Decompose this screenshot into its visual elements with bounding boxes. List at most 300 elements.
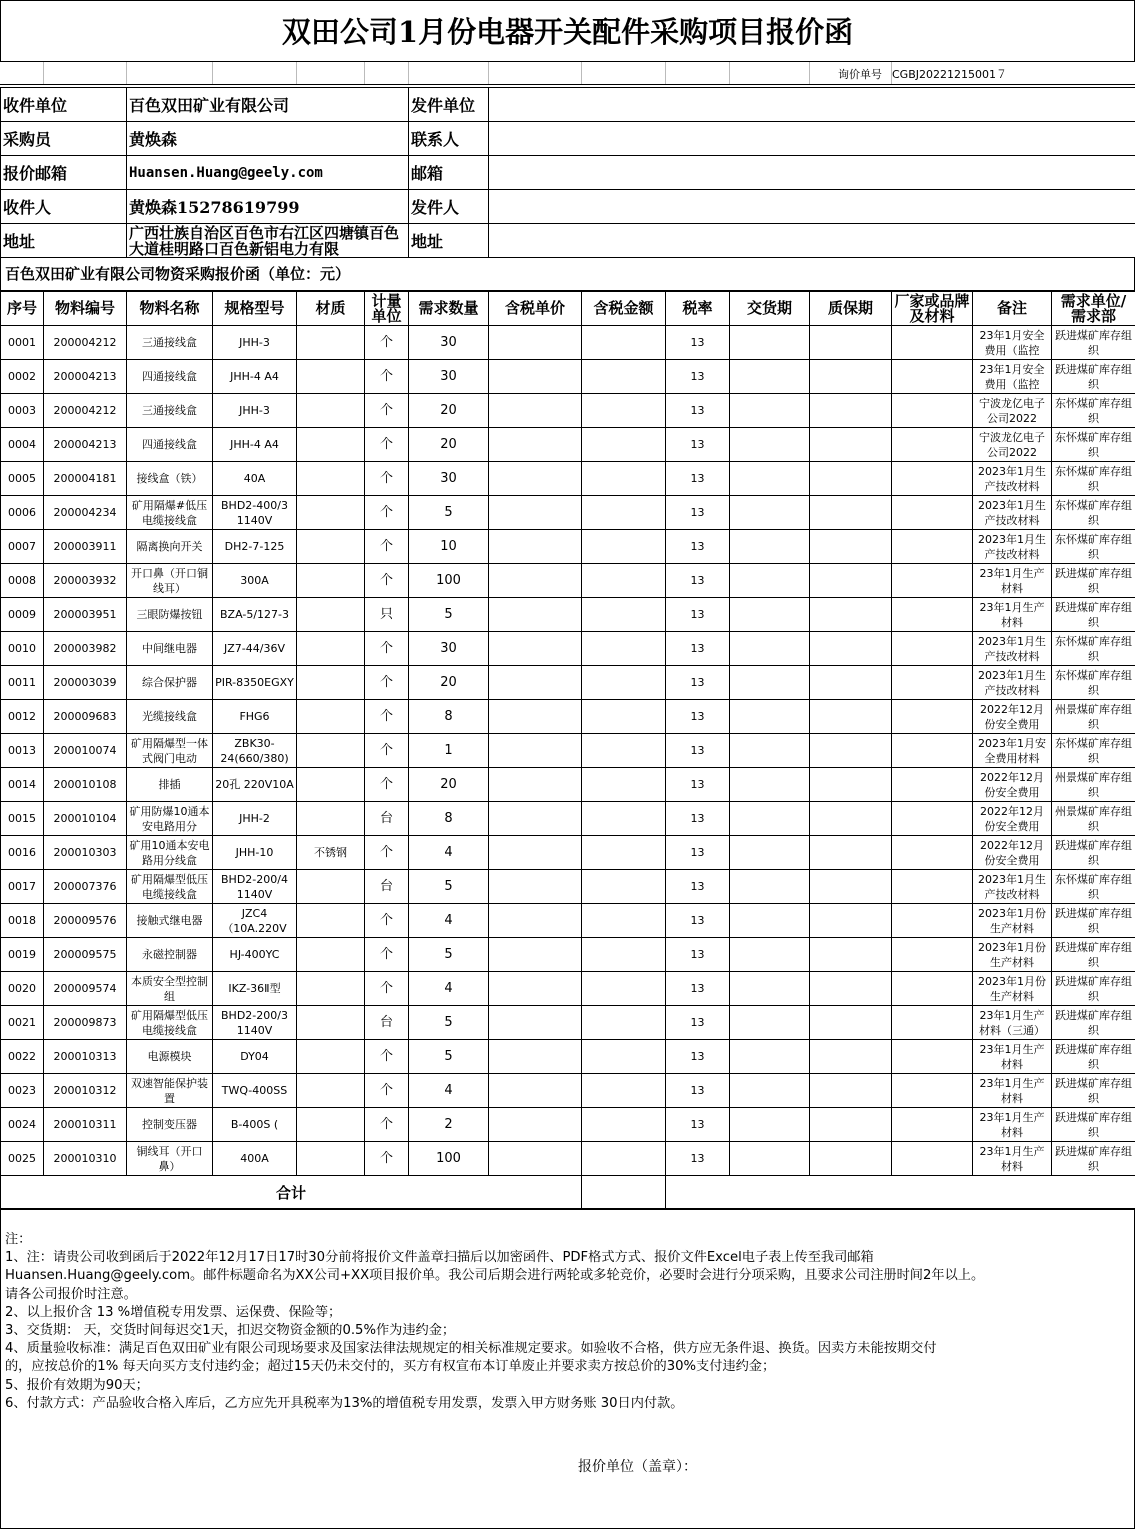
spec-model: JHH-2 <box>213 802 297 836</box>
tax-rate: 13 <box>666 394 730 428</box>
unit-price-input[interactable] <box>489 768 582 802</box>
material-code: 200009576 <box>44 904 127 938</box>
brand-input[interactable] <box>892 904 973 938</box>
grid-line <box>364 62 365 84</box>
delivery-input[interactable] <box>730 938 810 972</box>
warranty-input[interactable] <box>810 734 892 768</box>
warranty-input[interactable] <box>810 564 892 598</box>
delivery-input[interactable] <box>730 462 810 496</box>
brand-input[interactable] <box>892 632 973 666</box>
amount-input[interactable] <box>582 360 666 394</box>
spec-model: BHD2-200/4 1140V <box>213 870 297 904</box>
items-table <box>0 291 1135 1176</box>
amount-input[interactable] <box>582 564 666 598</box>
unit-price-input[interactable] <box>489 802 582 836</box>
inquiry-number-label: 询价单号 <box>838 68 882 81</box>
delivery-input[interactable] <box>730 564 810 598</box>
unit-price-input[interactable] <box>489 564 582 598</box>
column-header: 质保期 <box>810 292 892 326</box>
unit: 台 <box>365 1006 409 1040</box>
brand-input[interactable] <box>892 1142 973 1176</box>
unit: 个 <box>365 768 409 802</box>
remark: 2023年1月生产技改材料 <box>973 530 1052 564</box>
brand-input[interactable] <box>892 428 973 462</box>
material-name: 矿用10通本安电路用分线盒 <box>127 836 213 870</box>
remark: 23年1月生产材料 <box>973 1040 1052 1074</box>
quantity: 30 <box>409 632 489 666</box>
unit: 个 <box>365 1108 409 1142</box>
delivery-input[interactable] <box>730 598 810 632</box>
delivery-input[interactable] <box>730 768 810 802</box>
unit-price-input[interactable] <box>489 428 582 462</box>
unit: 个 <box>365 632 409 666</box>
row-number: 0012 <box>1 700 44 734</box>
unit-price-input[interactable] <box>489 394 582 428</box>
warranty-input[interactable] <box>810 1006 892 1040</box>
brand-input[interactable] <box>892 564 973 598</box>
unit: 个 <box>365 734 409 768</box>
amount-input[interactable] <box>582 598 666 632</box>
amount-input[interactable] <box>582 734 666 768</box>
material-type <box>297 972 365 1006</box>
tax-rate: 13 <box>666 1006 730 1040</box>
delivery-input[interactable] <box>730 496 810 530</box>
table-row <box>1 632 1135 666</box>
grid-line <box>729 62 730 84</box>
unit: 个 <box>365 530 409 564</box>
note-line: 请各公司报价时注意。 <box>5 1286 137 1302</box>
unit-price-input[interactable] <box>489 938 582 972</box>
column-header: 需求数量 <box>409 292 489 326</box>
spec-model: DY04 <box>213 1040 297 1074</box>
brand-input[interactable] <box>892 598 973 632</box>
unit-price-input[interactable] <box>489 462 582 496</box>
spec-model: PIR-8350EGXY <box>213 666 297 700</box>
material-code: 200009574 <box>44 972 127 1006</box>
delivery-input[interactable] <box>730 666 810 700</box>
row-number: 0008 <box>1 564 44 598</box>
sender-unit-value[interactable] <box>489 88 1135 122</box>
address2-value[interactable] <box>489 224 1135 258</box>
brand-input[interactable] <box>892 734 973 768</box>
row-number: 0015 <box>1 802 44 836</box>
amount-input[interactable] <box>582 768 666 802</box>
delivery-input[interactable] <box>730 326 810 360</box>
material-name: 双速智能保护装置 <box>127 1074 213 1108</box>
buyer-value: 黄焕森 <box>127 122 409 156</box>
warranty-input[interactable] <box>810 632 892 666</box>
brand-input[interactable] <box>892 1040 973 1074</box>
brand-input[interactable] <box>892 666 973 700</box>
amount-input[interactable] <box>582 632 666 666</box>
unit-price-input[interactable] <box>489 360 582 394</box>
table-row <box>1 326 1135 360</box>
unit: 台 <box>365 870 409 904</box>
delivery-input[interactable] <box>730 700 810 734</box>
demand-unit: 东怀煤矿库存组织 <box>1052 394 1135 428</box>
table-header-row <box>1 292 1135 326</box>
unit: 个 <box>365 564 409 598</box>
unit-price-input[interactable] <box>489 734 582 768</box>
delivery-input[interactable] <box>730 428 810 462</box>
note-line: 3、交货期： 天，交货时间每迟交1天，扣迟交物资金额的0.5%作为违约金； <box>5 1323 456 1339</box>
quantity: 1 <box>409 734 489 768</box>
unit-price-input[interactable] <box>489 972 582 1006</box>
unit-price-input[interactable] <box>489 904 582 938</box>
demand-unit: 东怀煤矿库存组织 <box>1052 632 1135 666</box>
material-name: 三眼防爆按钮 <box>127 598 213 632</box>
table-row <box>1 938 1135 972</box>
spec-model: JHH-4 A4 <box>213 360 297 394</box>
tax-rate: 13 <box>666 428 730 462</box>
delivery-input[interactable] <box>730 734 810 768</box>
quantity: 5 <box>409 870 489 904</box>
warranty-input[interactable] <box>810 666 892 700</box>
section-title: 百色双田矿业有限公司物资采购报价函（单位：元） <box>0 257 1135 291</box>
remark: 2023年1月安全费用材料 <box>973 734 1052 768</box>
unit-price-input[interactable] <box>489 666 582 700</box>
total-table <box>0 1175 1135 1210</box>
amount-input[interactable] <box>582 1040 666 1074</box>
brand-input[interactable] <box>892 972 973 1006</box>
row-number: 0024 <box>1 1108 44 1142</box>
material-name: 电源模块 <box>127 1040 213 1074</box>
amount-input[interactable] <box>582 836 666 870</box>
unit-price-input[interactable] <box>489 1142 582 1176</box>
demand-unit: 东怀煤矿库存组织 <box>1052 734 1135 768</box>
spec-model: ZBK30-24(660/380) <box>213 734 297 768</box>
material-name: 隔离换向开关 <box>127 530 213 564</box>
delivery-input[interactable] <box>730 1074 810 1108</box>
demand-unit: 州景煤矿库存组织 <box>1052 802 1135 836</box>
material-type <box>297 1074 365 1108</box>
material-type <box>297 462 365 496</box>
column-header: 含税单价 <box>489 292 582 326</box>
material-code: 200003932 <box>44 564 127 598</box>
unit-price-input[interactable] <box>489 1006 582 1040</box>
amount-input[interactable] <box>582 802 666 836</box>
brand-input[interactable] <box>892 870 973 904</box>
material-name: 四通接线盒 <box>127 428 213 462</box>
delivery-input[interactable] <box>730 802 810 836</box>
table-row <box>1 598 1135 632</box>
spec-model: FHG6 <box>213 700 297 734</box>
amount-input[interactable] <box>582 1006 666 1040</box>
demand-unit: 东怀煤矿库存组织 <box>1052 530 1135 564</box>
amount-input[interactable] <box>582 496 666 530</box>
material-name: 四通接线盒 <box>127 360 213 394</box>
remark: 2023年1月份生产材料 <box>973 904 1052 938</box>
material-name: 铜线耳（开口鼻） <box>127 1142 213 1176</box>
material-type <box>297 870 365 904</box>
table-row <box>1 700 1135 734</box>
remark: 23年1月安全费用（监控 <box>973 326 1052 360</box>
info-row <box>1 224 1135 258</box>
remark: 23年1月生产材料 <box>973 1108 1052 1142</box>
row-number: 0019 <box>1 938 44 972</box>
unit-price-input[interactable] <box>489 496 582 530</box>
unit: 个 <box>365 904 409 938</box>
warranty-input[interactable] <box>810 1142 892 1176</box>
table-row <box>1 428 1135 462</box>
unit-price-input[interactable] <box>489 530 582 564</box>
brand-input[interactable] <box>892 938 973 972</box>
brand-input[interactable] <box>892 1108 973 1142</box>
row-number: 0006 <box>1 496 44 530</box>
spec-model: HJ-400YC <box>213 938 297 972</box>
material-name: 三通接线盒 <box>127 394 213 428</box>
warranty-input[interactable] <box>810 496 892 530</box>
remark: 2023年1月份生产材料 <box>973 938 1052 972</box>
quantity: 5 <box>409 938 489 972</box>
amount-input[interactable] <box>582 1142 666 1176</box>
demand-unit: 跃进煤矿库存组织 <box>1052 564 1135 598</box>
amount-input[interactable] <box>582 870 666 904</box>
amount-input[interactable] <box>582 904 666 938</box>
warranty-input[interactable] <box>810 394 892 428</box>
material-type <box>297 1006 365 1040</box>
material-name: 综合保护器 <box>127 666 213 700</box>
column-header: 含税金额 <box>582 292 666 326</box>
tax-rate: 13 <box>666 938 730 972</box>
delivery-input[interactable] <box>730 632 810 666</box>
row-number: 0002 <box>1 360 44 394</box>
amount-input[interactable] <box>582 666 666 700</box>
warranty-input[interactable] <box>810 530 892 564</box>
brand-input[interactable] <box>892 700 973 734</box>
delivery-input[interactable] <box>730 394 810 428</box>
material-name: 开口鼻（开口铜线耳） <box>127 564 213 598</box>
row-number: 0009 <box>1 598 44 632</box>
note-line: 4、质量验收标准：满足百色双田矿业有限公司现场要求及国家法律法规规定的相关标准规定要求。如验收不合格，供方应无条件退、换货。因卖方未能按期交付 <box>5 1341 937 1357</box>
address-label: 地址 <box>1 224 127 258</box>
delivery-input[interactable] <box>730 1108 810 1142</box>
material-type <box>297 394 365 428</box>
sender-unit-label: 发件单位 <box>409 88 489 122</box>
unit-price-input[interactable] <box>489 326 582 360</box>
warranty-input[interactable] <box>810 598 892 632</box>
material-code: 200003039 <box>44 666 127 700</box>
brand-input[interactable] <box>892 462 973 496</box>
warranty-input[interactable] <box>810 768 892 802</box>
tax-rate: 13 <box>666 972 730 1006</box>
total-label: 合计 <box>1 1176 582 1210</box>
column-header: 规格型号 <box>213 292 297 326</box>
row-number: 0010 <box>1 632 44 666</box>
tax-rate: 13 <box>666 802 730 836</box>
material-code: 200004234 <box>44 496 127 530</box>
remark: 2023年1月生产技改材料 <box>973 462 1052 496</box>
brand-input[interactable] <box>892 768 973 802</box>
delivery-input[interactable] <box>730 972 810 1006</box>
material-code: 200004213 <box>44 360 127 394</box>
warranty-input[interactable] <box>810 972 892 1006</box>
material-name: 中间继电器 <box>127 632 213 666</box>
row-number: 0003 <box>1 394 44 428</box>
amount-input[interactable] <box>582 530 666 564</box>
brand-input[interactable] <box>892 496 973 530</box>
material-name: 矿用隔爆型低压电缆接线盒 <box>127 870 213 904</box>
material-code: 200003982 <box>44 632 127 666</box>
remark: 23年1月生产材料 <box>973 1074 1052 1108</box>
delivery-input[interactable] <box>730 1006 810 1040</box>
unit-price-input[interactable] <box>489 1040 582 1074</box>
grid-line <box>581 62 582 84</box>
remark: 2022年12月份安全费用 <box>973 700 1052 734</box>
brand-input[interactable] <box>892 530 973 564</box>
brand-input[interactable] <box>892 1074 973 1108</box>
demand-unit: 跃进煤矿库存组织 <box>1052 972 1135 1006</box>
warranty-input[interactable] <box>810 1074 892 1108</box>
contact-label: 联系人 <box>409 122 489 156</box>
material-name: 接触式继电器 <box>127 904 213 938</box>
demand-unit: 跃进煤矿库存组织 <box>1052 1006 1135 1040</box>
recipient-label: 收件人 <box>1 190 127 224</box>
warranty-input[interactable] <box>810 700 892 734</box>
unit-price-input[interactable] <box>489 700 582 734</box>
amount-input[interactable] <box>582 326 666 360</box>
material-name: 矿用隔爆型低压电缆接线盒 <box>127 1006 213 1040</box>
row-number: 0023 <box>1 1074 44 1108</box>
material-code: 200009683 <box>44 700 127 734</box>
delivery-input[interactable] <box>730 836 810 870</box>
material-type <box>297 1040 365 1074</box>
brand-input[interactable] <box>892 802 973 836</box>
tax-rate: 13 <box>666 598 730 632</box>
table-row <box>1 1006 1135 1040</box>
unit-price-input[interactable] <box>489 598 582 632</box>
spec-model: JHH-10 <box>213 836 297 870</box>
demand-unit: 跃进煤矿库存组织 <box>1052 1108 1135 1142</box>
warranty-input[interactable] <box>810 870 892 904</box>
demand-unit: 跃进煤矿库存组织 <box>1052 360 1135 394</box>
warranty-input[interactable] <box>810 904 892 938</box>
warranty-input[interactable] <box>810 1040 892 1074</box>
material-type <box>297 1142 365 1176</box>
material-type <box>297 938 365 972</box>
demand-unit: 东怀煤矿库存组织 <box>1052 428 1135 462</box>
quantity: 2 <box>409 1108 489 1142</box>
delivery-input[interactable] <box>730 530 810 564</box>
unit-price-input[interactable] <box>489 1108 582 1142</box>
material-name: 控制变压器 <box>127 1108 213 1142</box>
tax-rate: 13 <box>666 632 730 666</box>
note-line: 的，应按总价的1% 每天向买方支付违约金；超过15天仍未交付的，买方有权宣布本订单废止并要求卖方按总价的30%支付违约金； <box>5 1359 776 1375</box>
remark: 2023年1月份生产材料 <box>973 972 1052 1006</box>
material-code: 200010310 <box>44 1142 127 1176</box>
unit-price-input[interactable] <box>489 836 582 870</box>
warranty-input[interactable] <box>810 1108 892 1142</box>
sender-value[interactable] <box>489 190 1135 224</box>
tax-rate: 13 <box>666 1074 730 1108</box>
grid-line <box>43 62 44 84</box>
warranty-input[interactable] <box>810 836 892 870</box>
row-number: 0020 <box>1 972 44 1006</box>
amount-input[interactable] <box>582 462 666 496</box>
total-amount[interactable] <box>582 1176 666 1210</box>
delivery-input[interactable] <box>730 1142 810 1176</box>
spec-model: BZA-5/127-3 <box>213 598 297 632</box>
unit: 个 <box>365 972 409 1006</box>
remark: 宁波龙亿电子公司2022 <box>973 428 1052 462</box>
brand-input[interactable] <box>892 360 973 394</box>
table-row <box>1 1108 1135 1142</box>
amount-input[interactable] <box>582 1074 666 1108</box>
quantity: 30 <box>409 462 489 496</box>
material-code: 200010303 <box>44 836 127 870</box>
material-name: 排插 <box>127 768 213 802</box>
material-type <box>297 904 365 938</box>
row-number: 0018 <box>1 904 44 938</box>
material-type <box>297 768 365 802</box>
table-row <box>1 1142 1135 1176</box>
delivery-input[interactable] <box>730 360 810 394</box>
material-type <box>297 326 365 360</box>
delivery-input[interactable] <box>730 1040 810 1074</box>
warranty-input[interactable] <box>810 326 892 360</box>
amount-input[interactable] <box>582 394 666 428</box>
spec-model: 400A <box>213 1142 297 1176</box>
material-code: 200010312 <box>44 1074 127 1108</box>
material-code: 200007376 <box>44 870 127 904</box>
warranty-input[interactable] <box>810 802 892 836</box>
email-value[interactable] <box>489 156 1135 190</box>
amount-input[interactable] <box>582 972 666 1006</box>
unit-price-input[interactable] <box>489 632 582 666</box>
row-number: 0021 <box>1 1006 44 1040</box>
material-code: 200004212 <box>44 326 127 360</box>
demand-unit: 跃进煤矿库存组织 <box>1052 904 1135 938</box>
delivery-input[interactable] <box>730 870 810 904</box>
unit: 台 <box>365 802 409 836</box>
spec-model: TWQ-400SS <box>213 1074 297 1108</box>
info-row <box>1 122 1135 156</box>
material-code: 200010313 <box>44 1040 127 1074</box>
warranty-input[interactable] <box>810 428 892 462</box>
amount-input[interactable] <box>582 938 666 972</box>
warranty-input[interactable] <box>810 360 892 394</box>
material-type <box>297 428 365 462</box>
brand-input[interactable] <box>892 394 973 428</box>
quantity: 5 <box>409 1006 489 1040</box>
material-code: 200003951 <box>44 598 127 632</box>
amount-input[interactable] <box>582 428 666 462</box>
table-row <box>1 564 1135 598</box>
receiver-unit-value: 百色双田矿业有限公司 <box>127 88 409 122</box>
material-name: 矿用隔爆型一体式阀门电动 <box>127 734 213 768</box>
brand-input[interactable] <box>892 1006 973 1040</box>
material-type <box>297 496 365 530</box>
warranty-input[interactable] <box>810 462 892 496</box>
material-code: 200009873 <box>44 1006 127 1040</box>
spec-model: JHH-3 <box>213 394 297 428</box>
delivery-input[interactable] <box>730 904 810 938</box>
warranty-input[interactable] <box>810 938 892 972</box>
table-row <box>1 530 1135 564</box>
amount-input[interactable] <box>582 1108 666 1142</box>
unit-price-input[interactable] <box>489 870 582 904</box>
demand-unit: 跃进煤矿库存组织 <box>1052 1074 1135 1108</box>
tax-rate: 13 <box>666 768 730 802</box>
demand-unit: 东怀煤矿库存组织 <box>1052 870 1135 904</box>
brand-input[interactable] <box>892 326 973 360</box>
remark: 23年1月安全费用（监控 <box>973 360 1052 394</box>
unit-price-input[interactable] <box>489 1074 582 1108</box>
material-type: 不锈钢 <box>297 836 365 870</box>
brand-input[interactable] <box>892 836 973 870</box>
amount-input[interactable] <box>582 700 666 734</box>
contact-value[interactable] <box>489 122 1135 156</box>
